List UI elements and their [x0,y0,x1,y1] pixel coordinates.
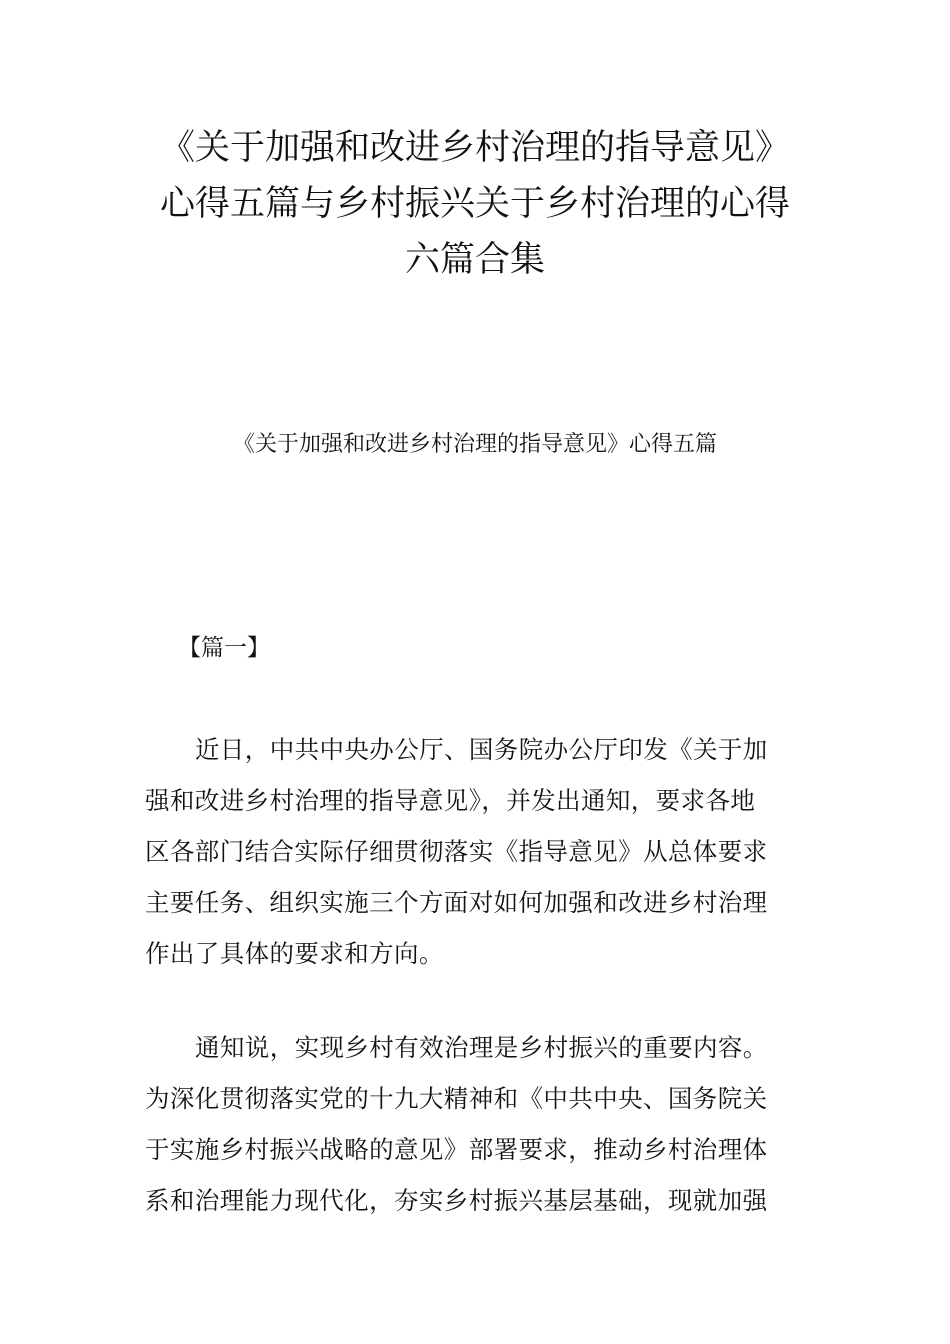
document-subtitle: 《关于加强和改进乡村治理的指导意见》心得五篇 [232,432,717,457]
paragraph-line: 通知说，实现乡村有效治理是乡村振兴的重要内容。 [195,1033,768,1062]
section-label: 【篇一】 [178,635,270,661]
title-line: 《关于加强和改进乡村治理的指导意见》 [159,128,790,168]
paragraph-1 [145,724,810,979]
paragraph-line: 为深化贯彻落实党的十九大精神和《中共中央、国务院关 [145,1084,768,1113]
paragraph-line: 区各部门结合实际仔细贯彻落实《指导意见》从总体要求 [145,837,768,866]
title-line: 心得五篇与乡村振兴关于乡村治理的心得 [159,184,790,224]
paragraph-2 [145,1022,810,1226]
document-title [120,120,830,288]
paragraph-line: 近日，中共中央办公厅、国务院办公厅印发《关于加 [195,735,768,764]
paragraph-line: 于实施乡村振兴战略的意见》部署要求，推动乡村治理体 [145,1135,768,1164]
paragraph-line: 系和治理能力现代化，夯实乡村振兴基层基础，现就加强 [145,1186,768,1215]
title-line: 六篇合集 [404,240,545,280]
paragraph-line: 强和改进乡村治理的指导意见》，并发出通知，要求各地 [145,786,756,815]
paragraph-line: 主要任务、组织实施三个方面对如何加强和改进乡村治理 [145,888,768,917]
paragraph-line: 作出了具体的要求和方向。 [145,939,444,968]
